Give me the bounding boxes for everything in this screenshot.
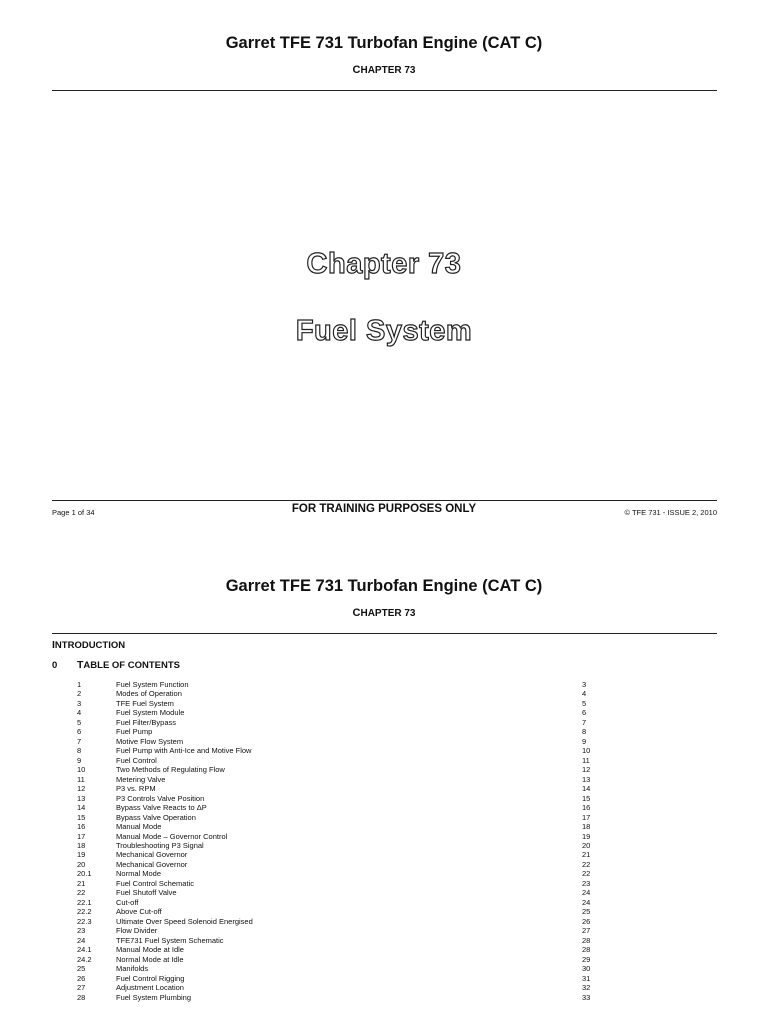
toc-entry <box>0 907 768 917</box>
toc-entry-page: 5 <box>582 698 587 708</box>
toc-entry-title: Manifolds <box>116 964 149 974</box>
page1-header-chapter <box>0 64 768 76</box>
toc-entry <box>0 832 768 842</box>
toc-entry-number: 27 <box>77 983 86 993</box>
page2-header-title: Garret TFE 731 Turbofan Engine (CAT C) <box>225 577 543 595</box>
toc-entry-number: 25 <box>77 964 86 974</box>
toc-entry-number: 14 <box>77 803 86 813</box>
toc-entry-title: Fuel Pump with Anti-Ice and Motive Flow <box>116 746 252 756</box>
toc-entry-number: 20.1 <box>77 869 92 879</box>
page2-header-chapter <box>0 607 768 619</box>
toc-entry-title: P3 Controls Valve Position <box>116 793 205 803</box>
toc-entry-number: 2 <box>77 689 82 699</box>
page1-header-chapter-cap: C <box>352 64 361 76</box>
toc-entry-number: 7 <box>77 736 82 746</box>
toc-entry-number: 18 <box>77 840 86 850</box>
toc-entry-page: 27 <box>582 926 591 936</box>
toc-entry-page: 4 <box>582 689 587 699</box>
toc-entry-title: Troubleshooting P3 Signal <box>116 840 204 850</box>
toc-entry-number: 15 <box>77 812 86 822</box>
toc-entry-title: Modes of Operation <box>116 689 182 699</box>
toc-entry-page: 24 <box>582 888 591 898</box>
page1-footer-rule <box>52 500 717 501</box>
toc-entry-title: Fuel System Module <box>116 708 185 718</box>
toc-entry-title: Manual Mode – Governor Control <box>116 831 228 841</box>
toc-entry-number: 9 <box>77 755 82 765</box>
toc-entry-title: Motive Flow System <box>116 736 184 746</box>
toc-entry <box>0 803 768 813</box>
toc-entry-page: 12 <box>582 765 591 775</box>
toc-entry-number: 20 <box>77 859 86 869</box>
toc-entry-page: 16 <box>582 803 591 813</box>
toc-entry-page: 22 <box>582 859 591 869</box>
toc-entry-number: 22.1 <box>77 897 92 907</box>
toc-entry-title: Manual Mode <box>116 822 162 832</box>
section-heading-introduction <box>52 639 125 651</box>
toc-entry <box>0 869 768 879</box>
toc-entry-number: 12 <box>77 784 86 794</box>
toc-entry <box>0 993 768 1003</box>
toc-entry-title: Bypass Valve Reacts to ΔP <box>116 803 207 813</box>
toc-entry-page: 21 <box>582 850 591 860</box>
toc-entry-number: 26 <box>77 973 86 983</box>
toc-entry-title: Fuel Control Schematic <box>116 878 194 888</box>
toc-entry <box>0 822 768 832</box>
toc-entry-number: 19 <box>77 850 86 860</box>
toc-entry-number: 22 <box>77 888 86 898</box>
toc-entry-number: 6 <box>77 727 82 737</box>
page1-footer-issue: © TFE 731 - ISSUE 2, 2010 <box>624 508 717 517</box>
page1-header-rule <box>52 90 717 91</box>
toc-entry-page: 25 <box>582 907 591 917</box>
toc-entry-page: 11 <box>582 755 590 765</box>
toc-entry-page: 30 <box>582 964 591 974</box>
toc-entry-number: 17 <box>77 831 86 841</box>
toc-entry <box>0 727 768 737</box>
toc-entry-number: 1 <box>77 680 82 689</box>
toc-entry-page: 31 <box>582 973 591 983</box>
toc-entry-number: 24 <box>77 935 86 945</box>
toc-entry-number: 5 <box>77 717 82 727</box>
toc-entry-number: 8 <box>77 746 82 756</box>
toc-entry-page: 24 <box>582 897 591 907</box>
toc-entry-title: Fuel Control Rigging <box>116 973 185 983</box>
toc-entry-page: 20 <box>582 840 591 850</box>
toc-entry-title: Flow Divider <box>116 926 158 936</box>
toc-entry <box>0 765 768 775</box>
toc-entry-title: Bypass Valve Operation <box>116 812 196 822</box>
page2-header-rule <box>52 633 717 634</box>
toc-entry-page: 13 <box>582 774 591 784</box>
toc-entry-number: 13 <box>77 793 86 803</box>
section-heading-cap: I <box>52 639 55 651</box>
toc-entry-number: 21 <box>77 878 86 888</box>
toc-entry <box>0 926 768 936</box>
toc-entry <box>0 860 768 870</box>
toc-entry-page: 3 <box>582 680 587 689</box>
toc-entry <box>0 680 768 690</box>
toc-entry <box>0 945 768 955</box>
toc-entry-page: 28 <box>582 945 591 955</box>
chapter-heading: Chapter 73 <box>306 248 462 280</box>
page1-footer-notice: FOR TRAINING PURPOSES ONLY <box>291 503 477 515</box>
toc-entry-page: 29 <box>582 954 591 964</box>
toc-entry-title: P3 vs. RPM <box>116 784 156 794</box>
page1-footer-page: Page 1 of 34 <box>52 508 95 517</box>
toc-entry-title: Normal Mode <box>116 869 162 879</box>
toc-entry <box>0 964 768 974</box>
toc-entry-number: 24.2 <box>77 954 92 964</box>
toc-entry <box>0 936 768 946</box>
toc-entry-title: Above Cut-off <box>116 907 162 917</box>
toc-entry-number: 24.1 <box>77 945 92 955</box>
toc-entry <box>0 813 768 823</box>
toc-entry <box>0 917 768 927</box>
toc-entry-number: 4 <box>77 708 82 718</box>
toc-heading-number: 0 <box>52 660 58 671</box>
toc-entry <box>0 794 768 804</box>
toc-heading-rest: ABLE OF CONTENTS <box>83 660 181 671</box>
toc-entry-number: 23 <box>77 926 86 936</box>
toc-entry-page: 33 <box>582 992 591 1002</box>
page1-header-chapter-rest: HAPTER 73 <box>360 65 416 76</box>
toc-entry-title: Mechanical Governor <box>116 850 188 860</box>
toc-entry <box>0 708 768 718</box>
toc-entry-title: Fuel Control <box>116 755 157 765</box>
toc-entry-page: 15 <box>582 793 591 803</box>
toc-entry-title: Ultimate Over Speed Solenoid Energised <box>116 916 253 926</box>
toc-entry-page: 10 <box>582 746 591 756</box>
toc-entry <box>0 974 768 984</box>
toc-entry-number: 22.2 <box>77 907 92 917</box>
toc-entry-title: Cut-off <box>116 897 139 907</box>
toc-entry-page: 26 <box>582 916 591 926</box>
section-heading-rest: NTRODUCTION <box>54 640 126 651</box>
toc-entry-title: Metering Valve <box>116 774 166 784</box>
toc-entry-page: 28 <box>582 935 591 945</box>
toc-entry-page: 7 <box>582 717 587 727</box>
toc-entry-page: 8 <box>582 727 587 737</box>
toc-entry-page: 6 <box>582 708 587 718</box>
toc-entry-title: Fuel Shutoff Valve <box>116 888 177 898</box>
toc-entry <box>0 983 768 993</box>
page2-header-chapter-cap: C <box>352 607 361 619</box>
toc-entry <box>0 689 768 699</box>
toc-entry-title: Adjustment Location <box>116 983 184 993</box>
toc-entry-page: 14 <box>582 784 591 794</box>
toc-entry-page: 18 <box>582 822 591 832</box>
toc-entry-title: Normal Mode at Idle <box>116 954 184 964</box>
toc-heading <box>52 659 180 671</box>
toc-entry <box>0 737 768 747</box>
page1-header-title: Garret TFE 731 Turbofan Engine (CAT C) <box>225 34 543 52</box>
toc-entry-number: 28 <box>77 992 86 1002</box>
toc-entry <box>0 879 768 889</box>
toc-entry <box>0 746 768 756</box>
toc-entry <box>0 888 768 898</box>
toc-entry-title: Fuel Filter/Bypass <box>116 717 177 727</box>
toc-entry <box>0 955 768 965</box>
toc-entry-number: 22.3 <box>77 916 92 926</box>
toc-entry-page: 23 <box>582 878 591 888</box>
toc-entry-title: Fuel System Plumbing <box>116 992 192 1002</box>
toc-entry-title: Two Methods of Regulating Flow <box>116 765 225 775</box>
toc-entry-page: 17 <box>582 812 591 822</box>
toc-entry <box>0 756 768 766</box>
toc-heading-cap: T <box>77 659 84 671</box>
toc-entry <box>0 718 768 728</box>
chapter-subject: Fuel System <box>295 315 473 347</box>
toc-entry-page: 19 <box>582 831 591 841</box>
toc-entry-page: 32 <box>582 983 591 993</box>
toc-entry-page: 22 <box>582 869 591 879</box>
toc-entry-number: 16 <box>77 822 86 832</box>
toc-entry <box>0 898 768 908</box>
toc-entry <box>0 784 768 794</box>
toc-entry <box>0 841 768 851</box>
toc-entry-title: Manual Mode at Idle <box>116 945 184 955</box>
toc-entry-number: 10 <box>77 765 86 775</box>
toc-entry-number: 3 <box>77 698 82 708</box>
toc-entry <box>0 775 768 785</box>
toc-entry-title: TFE Fuel System <box>116 698 174 708</box>
toc-entry-title: TFE731 Fuel System Schematic <box>116 935 224 945</box>
toc-entry-page: 9 <box>582 736 587 746</box>
toc-entry <box>0 699 768 709</box>
toc-entry-number: 11 <box>77 774 85 784</box>
page2-header-chapter-rest: HAPTER 73 <box>360 608 416 619</box>
toc-entry-title: Mechanical Governor <box>116 859 188 869</box>
toc-entry-title: Fuel System Function <box>116 680 189 689</box>
toc-entry <box>0 850 768 860</box>
toc-entry-title: Fuel Pump <box>116 727 153 737</box>
